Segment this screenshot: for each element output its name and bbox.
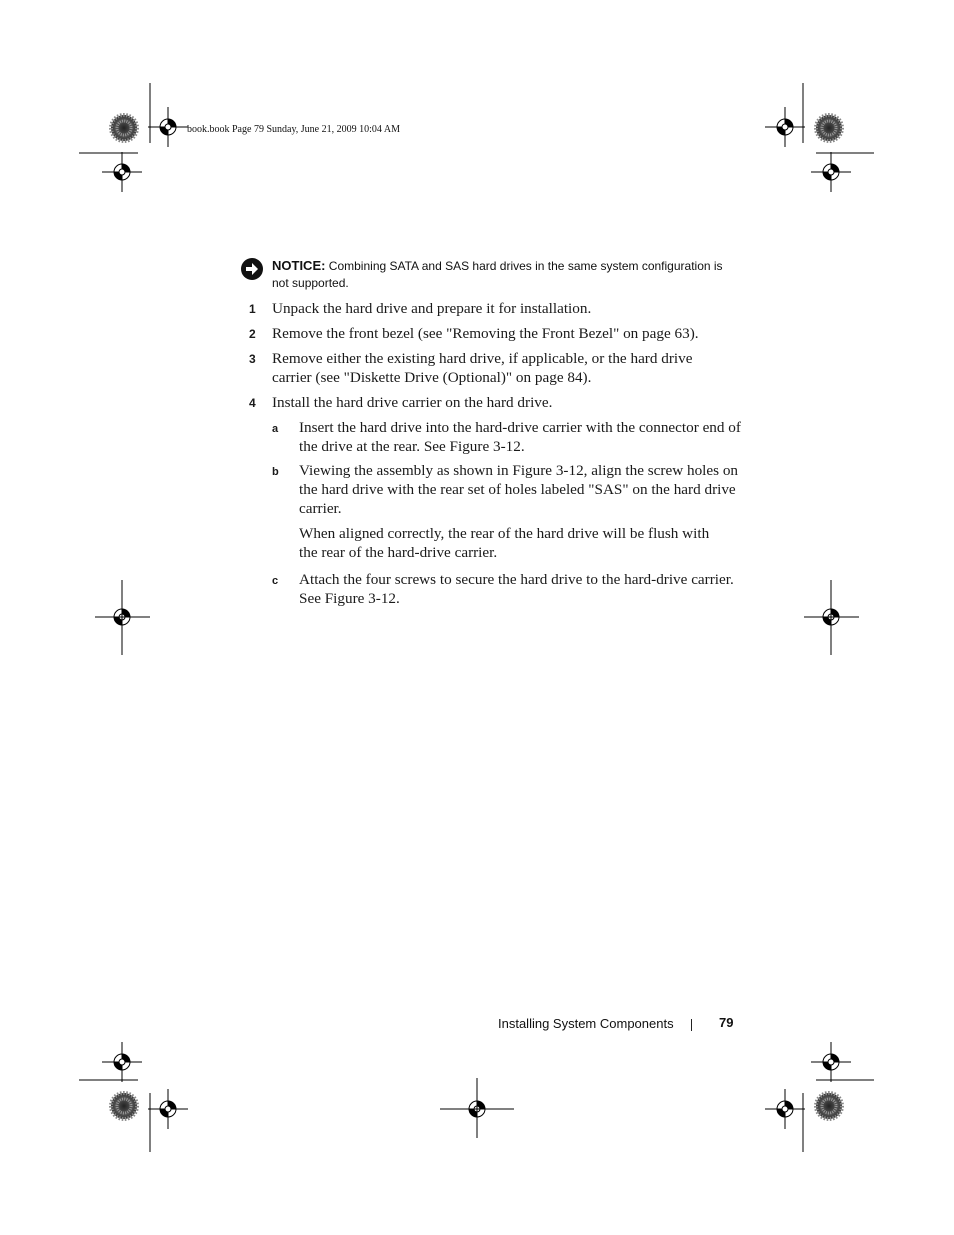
notice-label: NOTICE: — [272, 258, 326, 273]
step-4 — [249, 393, 739, 412]
step-3 — [249, 349, 719, 387]
notice-arrow-icon — [240, 257, 264, 281]
step-text: Remove either the existing hard drive, if applicable, or the hard drive carrier (see "Diskette Drive (Optional)" on page 84). — [272, 350, 693, 386]
notice-text: Combining SATA and SAS hard drives in the same system configuration is not supported. — [272, 259, 723, 290]
substep-letter: b — [272, 466, 279, 478]
registration-mark-icon — [148, 107, 188, 147]
step-number: 4 — [249, 396, 256, 410]
registration-mark-icon — [102, 152, 142, 192]
page-number: 79 — [719, 1015, 734, 1030]
substep-a — [272, 418, 742, 456]
step-2 — [249, 324, 739, 343]
substep-letter: a — [272, 423, 279, 435]
substep-b-note: When aligned correctly, the rear of the hard drive will be flush with the rear of the hard-drive carrier. — [299, 525, 710, 561]
starburst-target-icon — [111, 1093, 137, 1119]
step-text: Unpack the hard drive and prepare it for installation. — [272, 300, 592, 317]
substep-text: Viewing the assembly as shown in Figure 3-12, align the screw holes on the hard drive with the rear set of holes labeled "SAS" on the hard drive carrier. — [299, 462, 739, 517]
substep-b — [272, 461, 742, 518]
step-number: 3 — [249, 352, 256, 366]
notice-callout — [240, 257, 740, 292]
substep-text: Insert the hard drive into the hard-drive carrier with the connector end of the drive at the rear. See Figure 3-12. — [299, 419, 741, 455]
footer-section-title: Installing System Components — [498, 1016, 674, 1031]
starburst-target-icon — [111, 115, 137, 141]
substep-letter: c — [272, 575, 279, 587]
substep-c — [272, 570, 742, 608]
step-text: Remove the front bezel (see "Removing the Front Bezel" on page 63). — [272, 325, 699, 342]
registration-mark-icon — [148, 1089, 188, 1129]
starburst-target-icon — [816, 115, 842, 141]
step-number: 2 — [249, 327, 256, 341]
registration-mark-icon — [811, 1042, 851, 1082]
starburst-target-icon — [816, 1093, 842, 1119]
substep-text: Attach the four screws to secure the hard drive to the hard-drive carrier. See Figure 3-12. — [299, 571, 734, 607]
step-1 — [249, 299, 739, 318]
footer-divider — [691, 1019, 692, 1031]
registration-mark-icon — [765, 1089, 805, 1129]
registration-mark-icon — [811, 152, 851, 192]
registration-mark-icon — [765, 107, 805, 147]
print-slug: book.book Page 79 Sunday, June 21, 2009 10:04 AM — [187, 124, 400, 135]
step-number: 1 — [249, 302, 256, 316]
step-text: Install the hard drive carrier on the hard drive. — [272, 394, 553, 411]
registration-mark-icon — [102, 1042, 142, 1082]
